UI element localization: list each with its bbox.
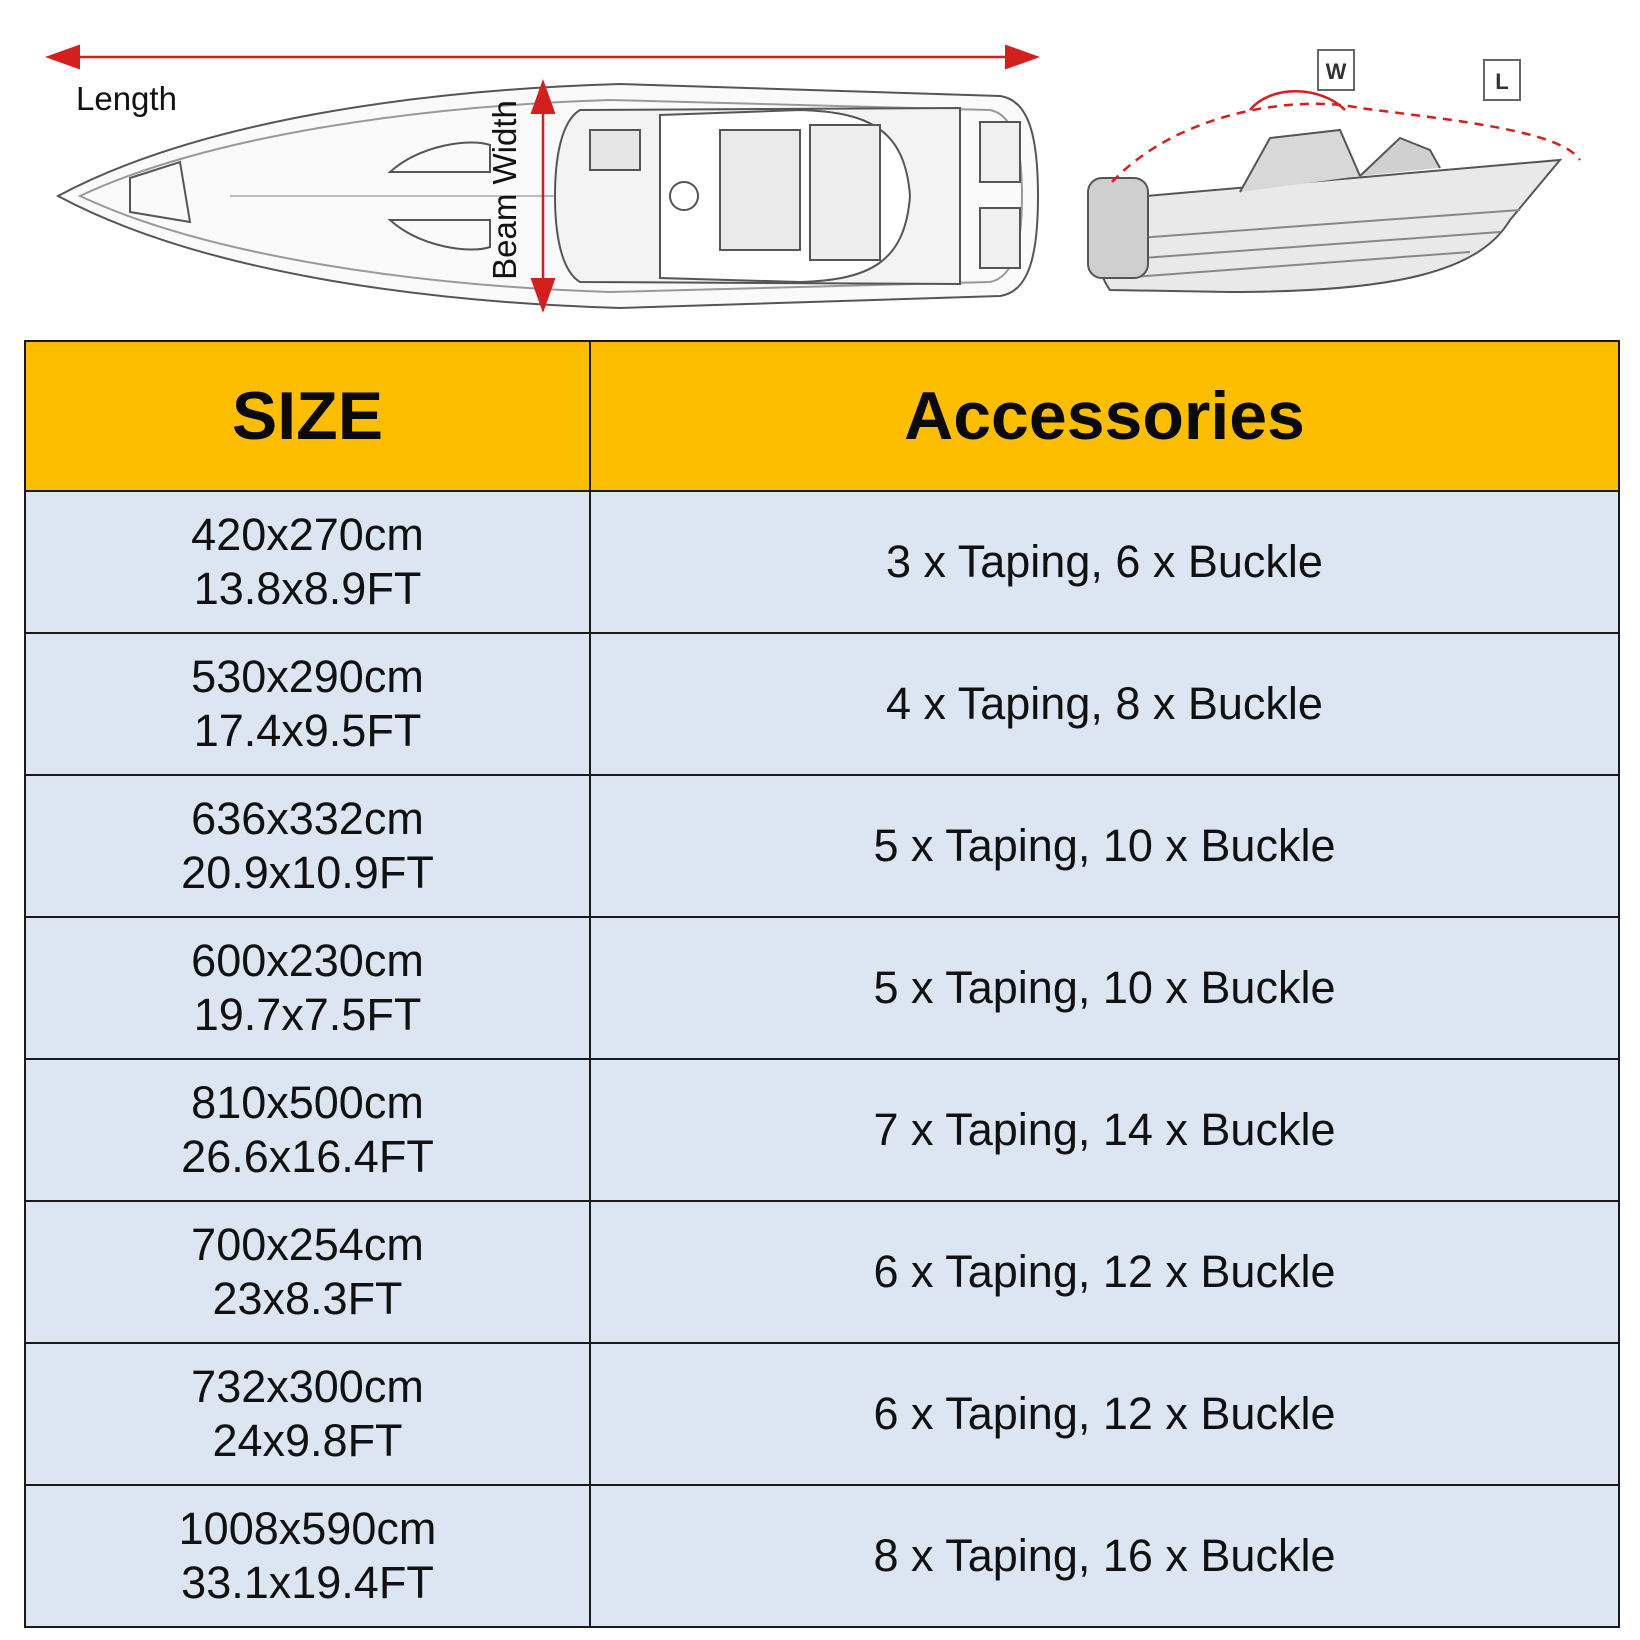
- accessories-cell: 6 x Taping, 12 x Buckle: [590, 1201, 1619, 1343]
- table-row: [25, 633, 1619, 775]
- size-cm: 420x270cm: [191, 509, 424, 560]
- accessories-cell: 8 x Taping, 16 x Buckle: [590, 1485, 1619, 1627]
- size-cell: [25, 775, 590, 917]
- table-row: [25, 1059, 1619, 1201]
- length-label: Length: [76, 80, 177, 117]
- size-cm: 1008x590cm: [178, 1503, 437, 1554]
- size-ft: 13.8x8.9FT: [193, 563, 422, 614]
- beam-width-label: Beam Width: [486, 100, 523, 280]
- accessories-cell: 6 x Taping, 12 x Buckle: [590, 1343, 1619, 1485]
- size-table: [24, 340, 1620, 1628]
- size-cell: [25, 491, 590, 633]
- size-cell: [25, 1485, 590, 1627]
- size-cell: [25, 1201, 590, 1343]
- table-header-row: [25, 341, 1619, 491]
- boat-illustration: [0, 0, 1640, 340]
- table-row: [25, 1485, 1619, 1627]
- accessories-cell: 3 x Taping, 6 x Buckle: [590, 491, 1619, 633]
- size-cm: 700x254cm: [191, 1219, 424, 1270]
- size-header: SIZE: [25, 341, 590, 491]
- accessories-cell: 4 x Taping, 8 x Buckle: [590, 633, 1619, 775]
- size-cell: [25, 1059, 590, 1201]
- boat-diagram: [0, 0, 1640, 340]
- size-cm: 600x230cm: [191, 935, 424, 986]
- size-ft: 20.9x10.9FT: [181, 847, 434, 898]
- accessories-cell: 5 x Taping, 10 x Buckle: [590, 917, 1619, 1059]
- top-view-boat: [58, 84, 1038, 308]
- size-ft: 24x9.8FT: [212, 1415, 403, 1466]
- size-cm: 810x500cm: [191, 1077, 424, 1128]
- size-ft: 19.7x7.5FT: [193, 989, 422, 1040]
- accessories-cell: 5 x Taping, 10 x Buckle: [590, 775, 1619, 917]
- table-row: [25, 775, 1619, 917]
- size-cell: [25, 1343, 590, 1485]
- size-cell: [25, 917, 590, 1059]
- table-row: [25, 1201, 1619, 1343]
- size-ft: 33.1x19.4FT: [181, 1557, 434, 1608]
- accessories-header: Accessories: [590, 341, 1619, 491]
- size-ft: 17.4x9.5FT: [193, 705, 422, 756]
- table-row: [25, 917, 1619, 1059]
- accessories-cell: 7 x Taping, 14 x Buckle: [590, 1059, 1619, 1201]
- size-ft: 26.6x16.4FT: [181, 1131, 434, 1182]
- size-cm: 636x332cm: [191, 793, 424, 844]
- size-cm: 530x290cm: [191, 651, 424, 702]
- size-ft: 23x8.3FT: [212, 1273, 403, 1324]
- table-row: [25, 1343, 1619, 1485]
- width-tag: W: [1325, 59, 1347, 84]
- size-cm: 732x300cm: [191, 1361, 424, 1412]
- table-row: [25, 491, 1619, 633]
- size-cell: [25, 633, 590, 775]
- length-tag: L: [1495, 69, 1509, 94]
